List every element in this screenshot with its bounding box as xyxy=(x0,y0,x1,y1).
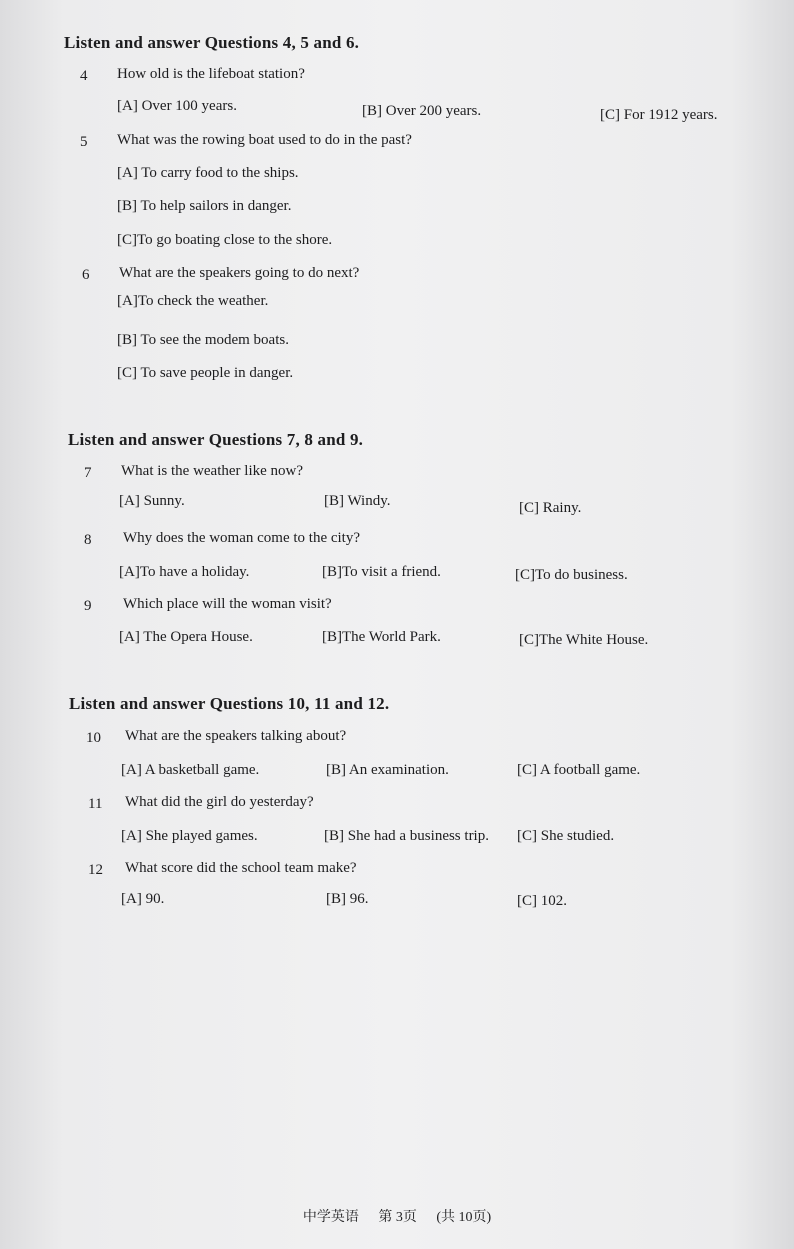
option-a: [A] 90. xyxy=(121,891,165,907)
section-heading: Listen and answer Questions 7, 8 and 9. xyxy=(68,430,364,449)
option-b: [B] She had a business trip. xyxy=(324,828,489,844)
question-text: Which place will the woman visit? xyxy=(123,596,332,612)
option-b: [B] Over 200 years. xyxy=(362,103,482,119)
option-c: [C] A football game. xyxy=(517,762,641,778)
option-c: [C] She studied. xyxy=(517,828,615,844)
question-number: 11 xyxy=(88,796,103,812)
option-c: [C] For 1912 years. xyxy=(600,107,718,123)
option-c: [C]The White House. xyxy=(519,632,649,648)
question-number: 10 xyxy=(86,730,101,746)
page-footer xyxy=(0,1206,794,1226)
option-b: [B] To help sailors in danger. xyxy=(117,198,292,214)
question-text: What are the speakers talking about? xyxy=(125,728,347,744)
section-heading: Listen and answer Questions 4, 5 and 6. xyxy=(64,33,360,52)
option-b: [B] 96. xyxy=(326,891,369,907)
question-number: 7 xyxy=(84,465,92,481)
option-a: [A] Over 100 years. xyxy=(117,98,237,114)
question-number: 4 xyxy=(80,68,88,84)
option-a: [A] Sunny. xyxy=(119,493,185,509)
option-b: [B]To visit a friend. xyxy=(322,564,441,580)
option-b: [B] An examination. xyxy=(326,762,449,778)
option-a: [A] She played games. xyxy=(121,828,258,844)
option-a: [A] To carry food to the ships. xyxy=(117,165,299,181)
question-number: 9 xyxy=(84,598,92,614)
footer-page-number: 第 3页 xyxy=(378,1210,417,1225)
question-number: 12 xyxy=(88,862,103,878)
question-number: 5 xyxy=(80,134,88,150)
option-b: [B] Windy. xyxy=(324,493,391,509)
question-text: What is the weather like now? xyxy=(121,463,304,479)
question-text: Why does the woman come to the city? xyxy=(123,530,361,546)
option-c: [C]To go boating close to the shore. xyxy=(117,232,333,248)
option-a: [A]To check the weather. xyxy=(117,293,269,309)
section-heading: Listen and answer Questions 10, 11 and 12. xyxy=(69,694,390,713)
question-text: What score did the school team make? xyxy=(125,860,357,876)
question-number: 6 xyxy=(82,267,90,283)
question-text: How old is the lifeboat station? xyxy=(117,66,305,82)
option-a: [A]To have a holiday. xyxy=(119,564,250,580)
footer-subject: 中学英语 xyxy=(302,1210,359,1225)
option-c: [C] Rainy. xyxy=(519,500,582,516)
question-text: What was the rowing boat used to do in the past? xyxy=(117,132,412,148)
question-number: 8 xyxy=(84,532,92,548)
option-c: [C] 102. xyxy=(517,893,567,909)
footer-total-pages: (共 10页) xyxy=(436,1210,492,1225)
option-a: [A] A basketball game. xyxy=(121,762,260,778)
question-text: What are the speakers going to do next? xyxy=(119,265,360,281)
option-c: [C]To do business. xyxy=(515,567,628,583)
option-b: [B] To see the modem boats. xyxy=(117,332,289,348)
option-b: [B]The World Park. xyxy=(322,629,441,645)
question-text: What did the girl do yesterday? xyxy=(125,794,314,810)
option-c: [C] To save people in danger. xyxy=(117,365,294,381)
option-a: [A] The Opera House. xyxy=(119,629,253,645)
